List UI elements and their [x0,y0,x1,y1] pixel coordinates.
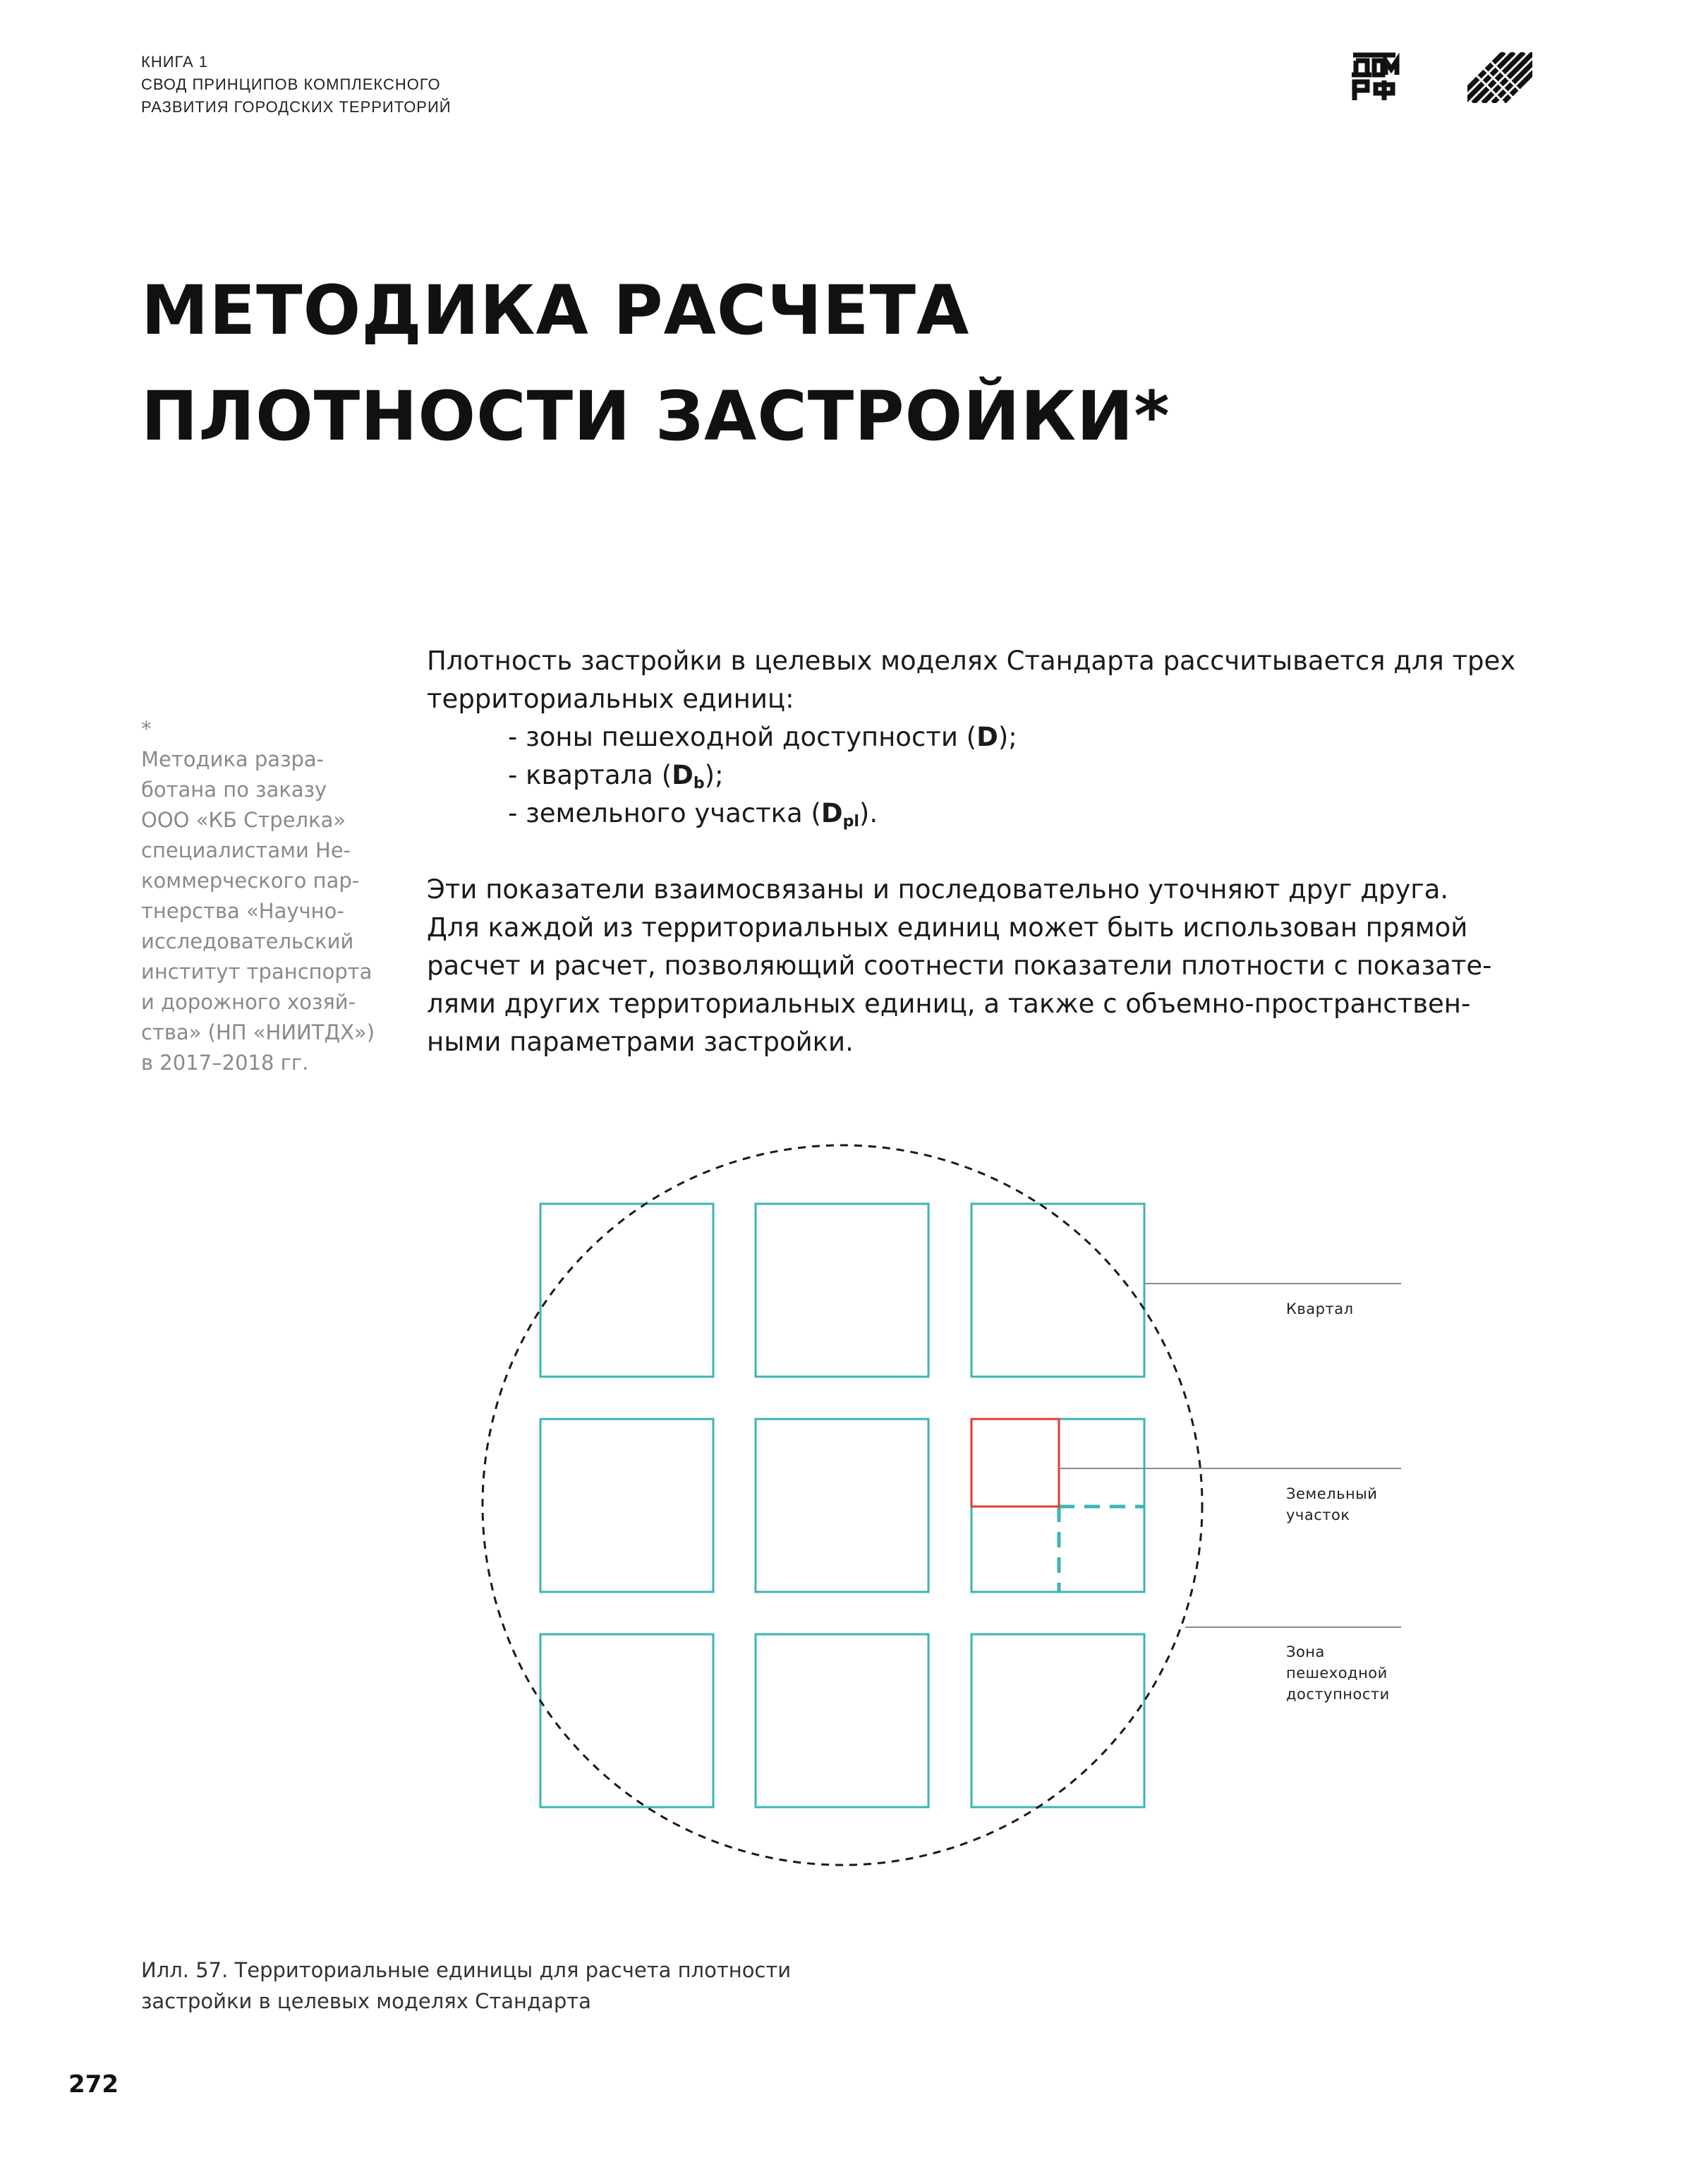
block-square [756,1634,928,1807]
title-line-2: ПЛОТНОСТИ ЗАСТРОЙКИ* [141,377,1170,456]
block-square [540,1419,713,1592]
header-series-line1: СВОД ПРИНЦИПОВ КОМПЛЕКСНОГО [141,76,441,93]
footnote-line: коммерческого пар- [141,869,360,893]
footnote-line: в 2017–2018 гг. [141,1051,309,1075]
list-item-plot: - земельного участка $(D_{pl})$. [508,798,878,831]
paragraph-line: ными параметрами застройки. [427,1027,854,1057]
footnote-line: Методика разра- [141,747,325,771]
paragraph-line: лями других территориальных единиц, а также с объемно-пространствен- [427,989,1471,1019]
paragraph-line: Эти показатели взаимосвязаны и последовательно уточняют друг друга. [427,874,1449,905]
footnote-mark: * [141,717,152,741]
footnote-line: и дорожного хозяй- [141,990,356,1014]
footnote-line: ботана по заказу [141,778,327,802]
footnote-line: институт транспорта [141,960,373,984]
block-square [540,1634,713,1807]
block-square [540,1204,713,1377]
label-zone-line2: пешеходной [1286,1665,1388,1682]
caption-line-1: Илл. 57. Территориальные единицы для расчета плотности [141,1958,792,1982]
caption-line-2: застройки в целевых моделях Стандарта [141,1989,591,2013]
footnote-line: исследовательский [141,929,354,953]
intro-line: территориальных единиц: [427,684,794,714]
figure-caption [141,1955,791,2017]
header-book: КНИГА 1 [141,53,208,71]
label-zone-line1: Зона [1286,1643,1325,1660]
title-line-1: МЕТОДИКА РАСЧЕТА [141,271,970,350]
label-zone-line3: доступности [1286,1686,1390,1703]
intro-line: Плотность застройки в целевых моделях Стандарта рассчитывается для трех [427,646,1516,676]
header-series-line2: РАЗВИТИЯ ГОРОДСКИХ ТЕРРИТОРИЙ [141,98,452,116]
list-item-block: - квартала $(D_b)$; [508,760,724,792]
paragraph-line: Для каждой из территориальных единиц может быть использован прямой [427,912,1468,943]
label-plot-line2: участок [1286,1507,1350,1523]
block-square [971,1634,1144,1807]
list-item-walk-zone: - зоны пешеходной доступности (D); [508,722,1017,752]
land-plot-square [971,1419,1059,1507]
block-square [971,1204,1144,1377]
plot-division-dashed [1059,1507,1144,1592]
label-plot-line1: Земельный [1286,1485,1378,1502]
paragraph-line: расчет и расчет, позволяющий соотнести показатели плотности с показате- [427,950,1492,981]
footnote-line: ства» (НП «НИИТДХ») [141,1020,375,1044]
footnote-line: тнерства «Научно- [141,899,344,923]
block-square [756,1419,928,1592]
footnote-line: специалистами Не- [141,838,351,862]
block-square [756,1204,928,1377]
label-block: Квартал [1286,1300,1354,1317]
page-number: 272 [68,2070,119,2099]
footnote-line: ООО «КБ Стрелка» [141,808,346,832]
